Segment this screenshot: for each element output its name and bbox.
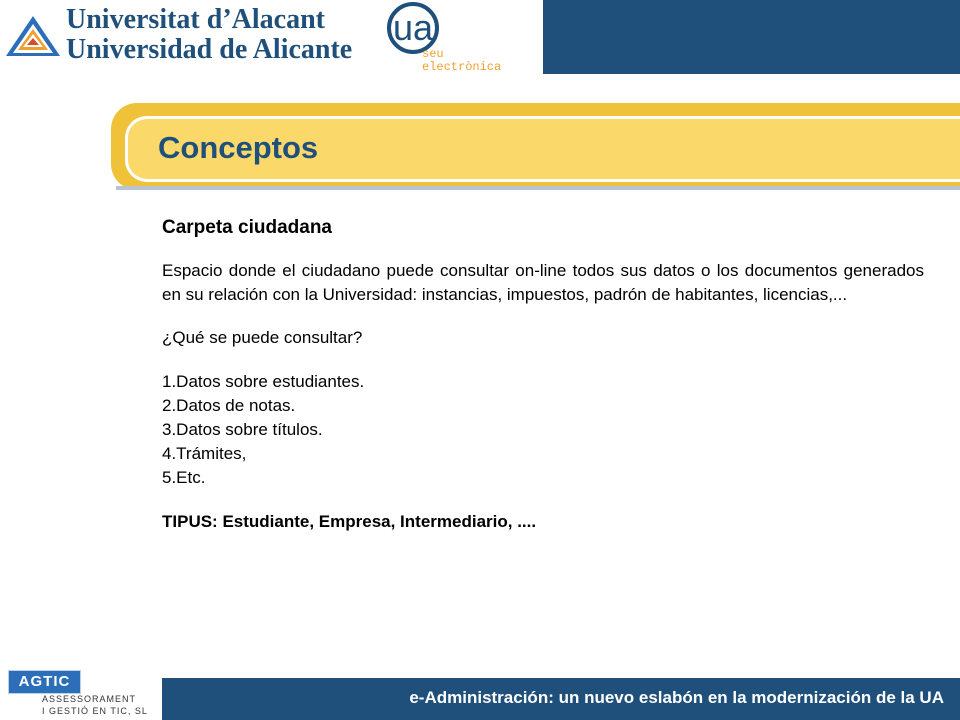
seu-logo-text: ua [392,7,434,48]
header [0,0,960,74]
consult-list [162,370,924,490]
seu-electronica-logo [378,0,538,74]
header-band [543,0,960,74]
university-logo-icon [4,12,62,60]
title-ribbon-shadow [116,186,960,190]
list-item: 4.Trámites, [162,444,247,463]
section-subtitle: Carpeta ciudadana [162,217,332,238]
question: ¿Qué se puede consultar? [162,328,363,347]
list-item: 5.Etc. [162,468,206,487]
content [162,217,924,534]
seu-line2: electrònica [422,60,502,74]
footer-text: e-Administración: un nuevo eslabón en la modernización de la UA [409,688,944,707]
university-name-valencian: Universitat d’Alacant [66,4,325,35]
tipus-line: TIPUS: Estudiante, Empresa, Intermediario, .... [162,512,537,531]
list-item: 1.Datos sobre estudiantes. [162,372,365,391]
footer-band [162,678,960,720]
description: Espacio donde el ciudadano puede consultar on-line todos sus datos o los documentos generados en su relación con la Universidad: instancias, impuestos, padrón de habitantes, licencias,... [162,261,924,304]
seu-line1: seu [422,47,444,61]
university-name-spanish: Universidad de Alicante [66,34,353,65]
agtic-subtitle-2: I GESTIÓ EN TIC, SL [42,706,148,716]
list-item: 2.Datos de notas. [162,396,296,415]
page-title: Conceptos [158,130,319,165]
agtic-logo: AGTIC [8,670,81,694]
list-item: 3.Datos sobre títulos. [162,420,323,439]
agtic-subtitle-1: ASSESSORAMENT [42,694,137,704]
